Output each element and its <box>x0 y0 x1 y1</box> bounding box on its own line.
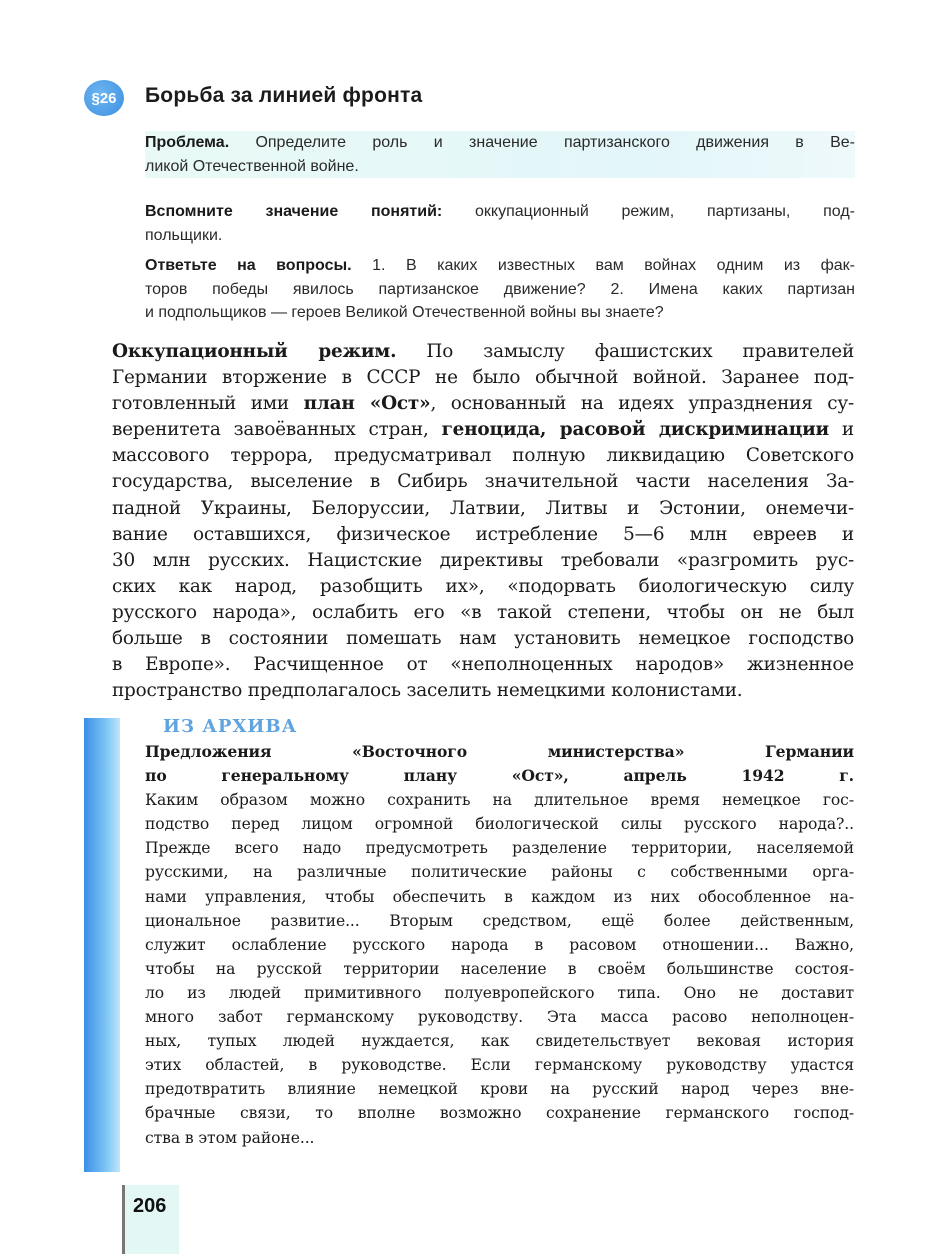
text-line <box>112 652 854 678</box>
text-line <box>145 764 854 788</box>
text-segment: этих областей, в руководстве. Если германскому руководству удастся <box>145 1056 854 1075</box>
text-segment: чтобы на русской территории население в своём большинстве состоя- <box>145 959 854 978</box>
text-segment: Каким образом можно сохранить на длительное время немецкое гос- <box>145 791 854 810</box>
questions-block <box>145 254 855 325</box>
text-line <box>145 131 855 155</box>
text-segment: русскими, на различные политические районы с собственными орга- <box>145 863 854 882</box>
main-paragraph <box>112 339 854 704</box>
text-line <box>145 1053 854 1077</box>
text-line <box>112 496 854 522</box>
text-segment: брачные связи, то вполне возможно сохранение германского господ- <box>145 1104 854 1123</box>
bold-text: Оккупационный режим. <box>112 341 397 362</box>
remember-terms-block <box>145 200 855 247</box>
text-line <box>112 522 854 548</box>
text-line <box>112 548 854 574</box>
text-segment: и подпольщиков — героев Великой Отечественной войны вы знаете? <box>145 304 664 321</box>
text-line <box>145 933 854 957</box>
page-number: 206 <box>133 1195 167 1217</box>
text-segment: русского народа», ослабить его «в такой степени, чтобы он не был <box>112 601 854 623</box>
text-segment: 30 млн русских. Нацистские директивы требовали «разгромить рус- <box>112 549 854 571</box>
text-segment: больше в состоянии помешать нам установить немецкое господство <box>112 628 854 650</box>
text-segment: ства в этом районе... <box>145 1128 315 1147</box>
text-segment: вание оставшихся, физическое истребление 5—6 млн евреев и <box>112 523 854 545</box>
bold-text: Вспомните значение понятий: <box>145 203 443 220</box>
problem-block <box>145 131 855 178</box>
text-segment: , основанный на идеях упразднения су- <box>430 393 854 415</box>
text-segment: ло из людей примитивного полуевропейского типа. Оно не доставит <box>145 983 854 1002</box>
text-line <box>112 443 854 469</box>
text-line <box>145 1077 854 1101</box>
text-line <box>112 678 854 704</box>
text-segment: подство перед лицом огромной биологической силы русского народа?.. <box>145 815 854 834</box>
text-line <box>145 200 855 224</box>
text-segment: веренитета завоёванных стран, <box>112 419 442 441</box>
text-line <box>145 812 854 836</box>
text-line <box>145 1126 854 1150</box>
text-line <box>145 224 855 248</box>
text-line <box>145 836 854 860</box>
text-line <box>145 278 855 302</box>
text-line <box>145 155 855 179</box>
text-line <box>112 339 854 365</box>
text-line <box>145 740 854 764</box>
text-line <box>112 391 854 417</box>
text-segment: торов победы явилось партизанское движение? 2. Имена каких партизан <box>145 280 855 298</box>
text-segment: в Европе». Расчищенное от «неполноценных народов» жизненное <box>112 654 854 676</box>
bold-text: по генеральному плану «Ост», апрель 1942 г. <box>145 766 854 786</box>
text-segment: готовленный ими <box>112 393 304 415</box>
text-segment: 1. В каких известных вам войнах одним из фак- <box>351 257 855 274</box>
text-segment: оккупационный режим, партизаны, под- <box>442 203 855 220</box>
text-segment: ских как народ, разобщить их», «подорвать биологическую силу <box>112 575 854 597</box>
text-line <box>145 909 854 933</box>
text-segment: много забот германскому руководству. Эта масса расово неполноцен- <box>145 1008 854 1027</box>
text-segment: ных, тупых людей нуждается, как свидетельствует вековая история <box>145 1032 854 1051</box>
text-line <box>145 957 854 981</box>
archive-side-bar <box>84 718 120 1172</box>
text-line <box>112 417 854 443</box>
archive-document <box>145 740 854 1150</box>
section-badge: §26 <box>84 80 124 116</box>
text-line <box>145 788 854 812</box>
text-line <box>145 301 855 325</box>
bold-text: Предложения «Восточного министерства» Германии <box>145 742 854 761</box>
bold-text: Ответьте на вопросы. <box>145 257 352 274</box>
text-segment: Определите роль и значение партизанского движения в Ве- <box>229 134 855 151</box>
text-segment: массового террора, предусматривал полную ликвидацию Советского <box>112 445 854 467</box>
text-line <box>112 626 854 652</box>
text-segment: ликой Отечественной войне. <box>145 157 359 175</box>
text-segment: нами управления, чтобы обеспечить в каждом из них обособленное на- <box>145 887 854 906</box>
text-segment: служит ослабление русского народа в расовом отношении... Важно, <box>145 935 854 954</box>
text-segment: пространство предполагалось заселить немецкими колонистами. <box>112 680 743 702</box>
text-line <box>145 860 854 884</box>
text-line <box>145 254 855 278</box>
page-number-box <box>122 1185 179 1254</box>
text-segment: По замыслу фашистских правителей <box>396 341 854 362</box>
bold-text: Проблема. <box>145 134 230 151</box>
text-segment: польщики. <box>145 226 223 244</box>
text-segment: предотвратить влияние немецкой крови на русский народ через вне- <box>145 1080 854 1099</box>
bold-text: геноцида, расовой дискриминации <box>441 419 829 441</box>
archive-heading: ИЗ АРХИВА <box>163 716 298 737</box>
text-segment: и <box>828 419 854 441</box>
text-line <box>145 885 854 909</box>
bold-text: план «Ост» <box>303 393 431 415</box>
text-line <box>112 365 854 391</box>
text-segment: Прежде всего надо предусмотреть разделение территории, населяемой <box>145 839 854 858</box>
text-line <box>145 981 854 1005</box>
text-line <box>112 469 854 495</box>
text-segment: Германии вторжение в СССР не было обычной войной. Заранее под- <box>112 367 854 389</box>
text-line <box>112 600 854 626</box>
text-segment: падной Украины, Белоруссии, Латвии, Литвы и Эстонии, онемечи- <box>112 497 854 519</box>
text-line <box>145 1005 854 1029</box>
text-segment: циональное развитие... Вторым средством, ещё более действенным, <box>145 911 854 930</box>
page-title: Борьба за линией фронта <box>145 84 423 107</box>
text-segment: государства, выселение в Сибирь значительной части населения За- <box>112 471 854 493</box>
text-line <box>145 1029 854 1053</box>
text-line <box>145 1101 854 1125</box>
text-line <box>112 574 854 600</box>
